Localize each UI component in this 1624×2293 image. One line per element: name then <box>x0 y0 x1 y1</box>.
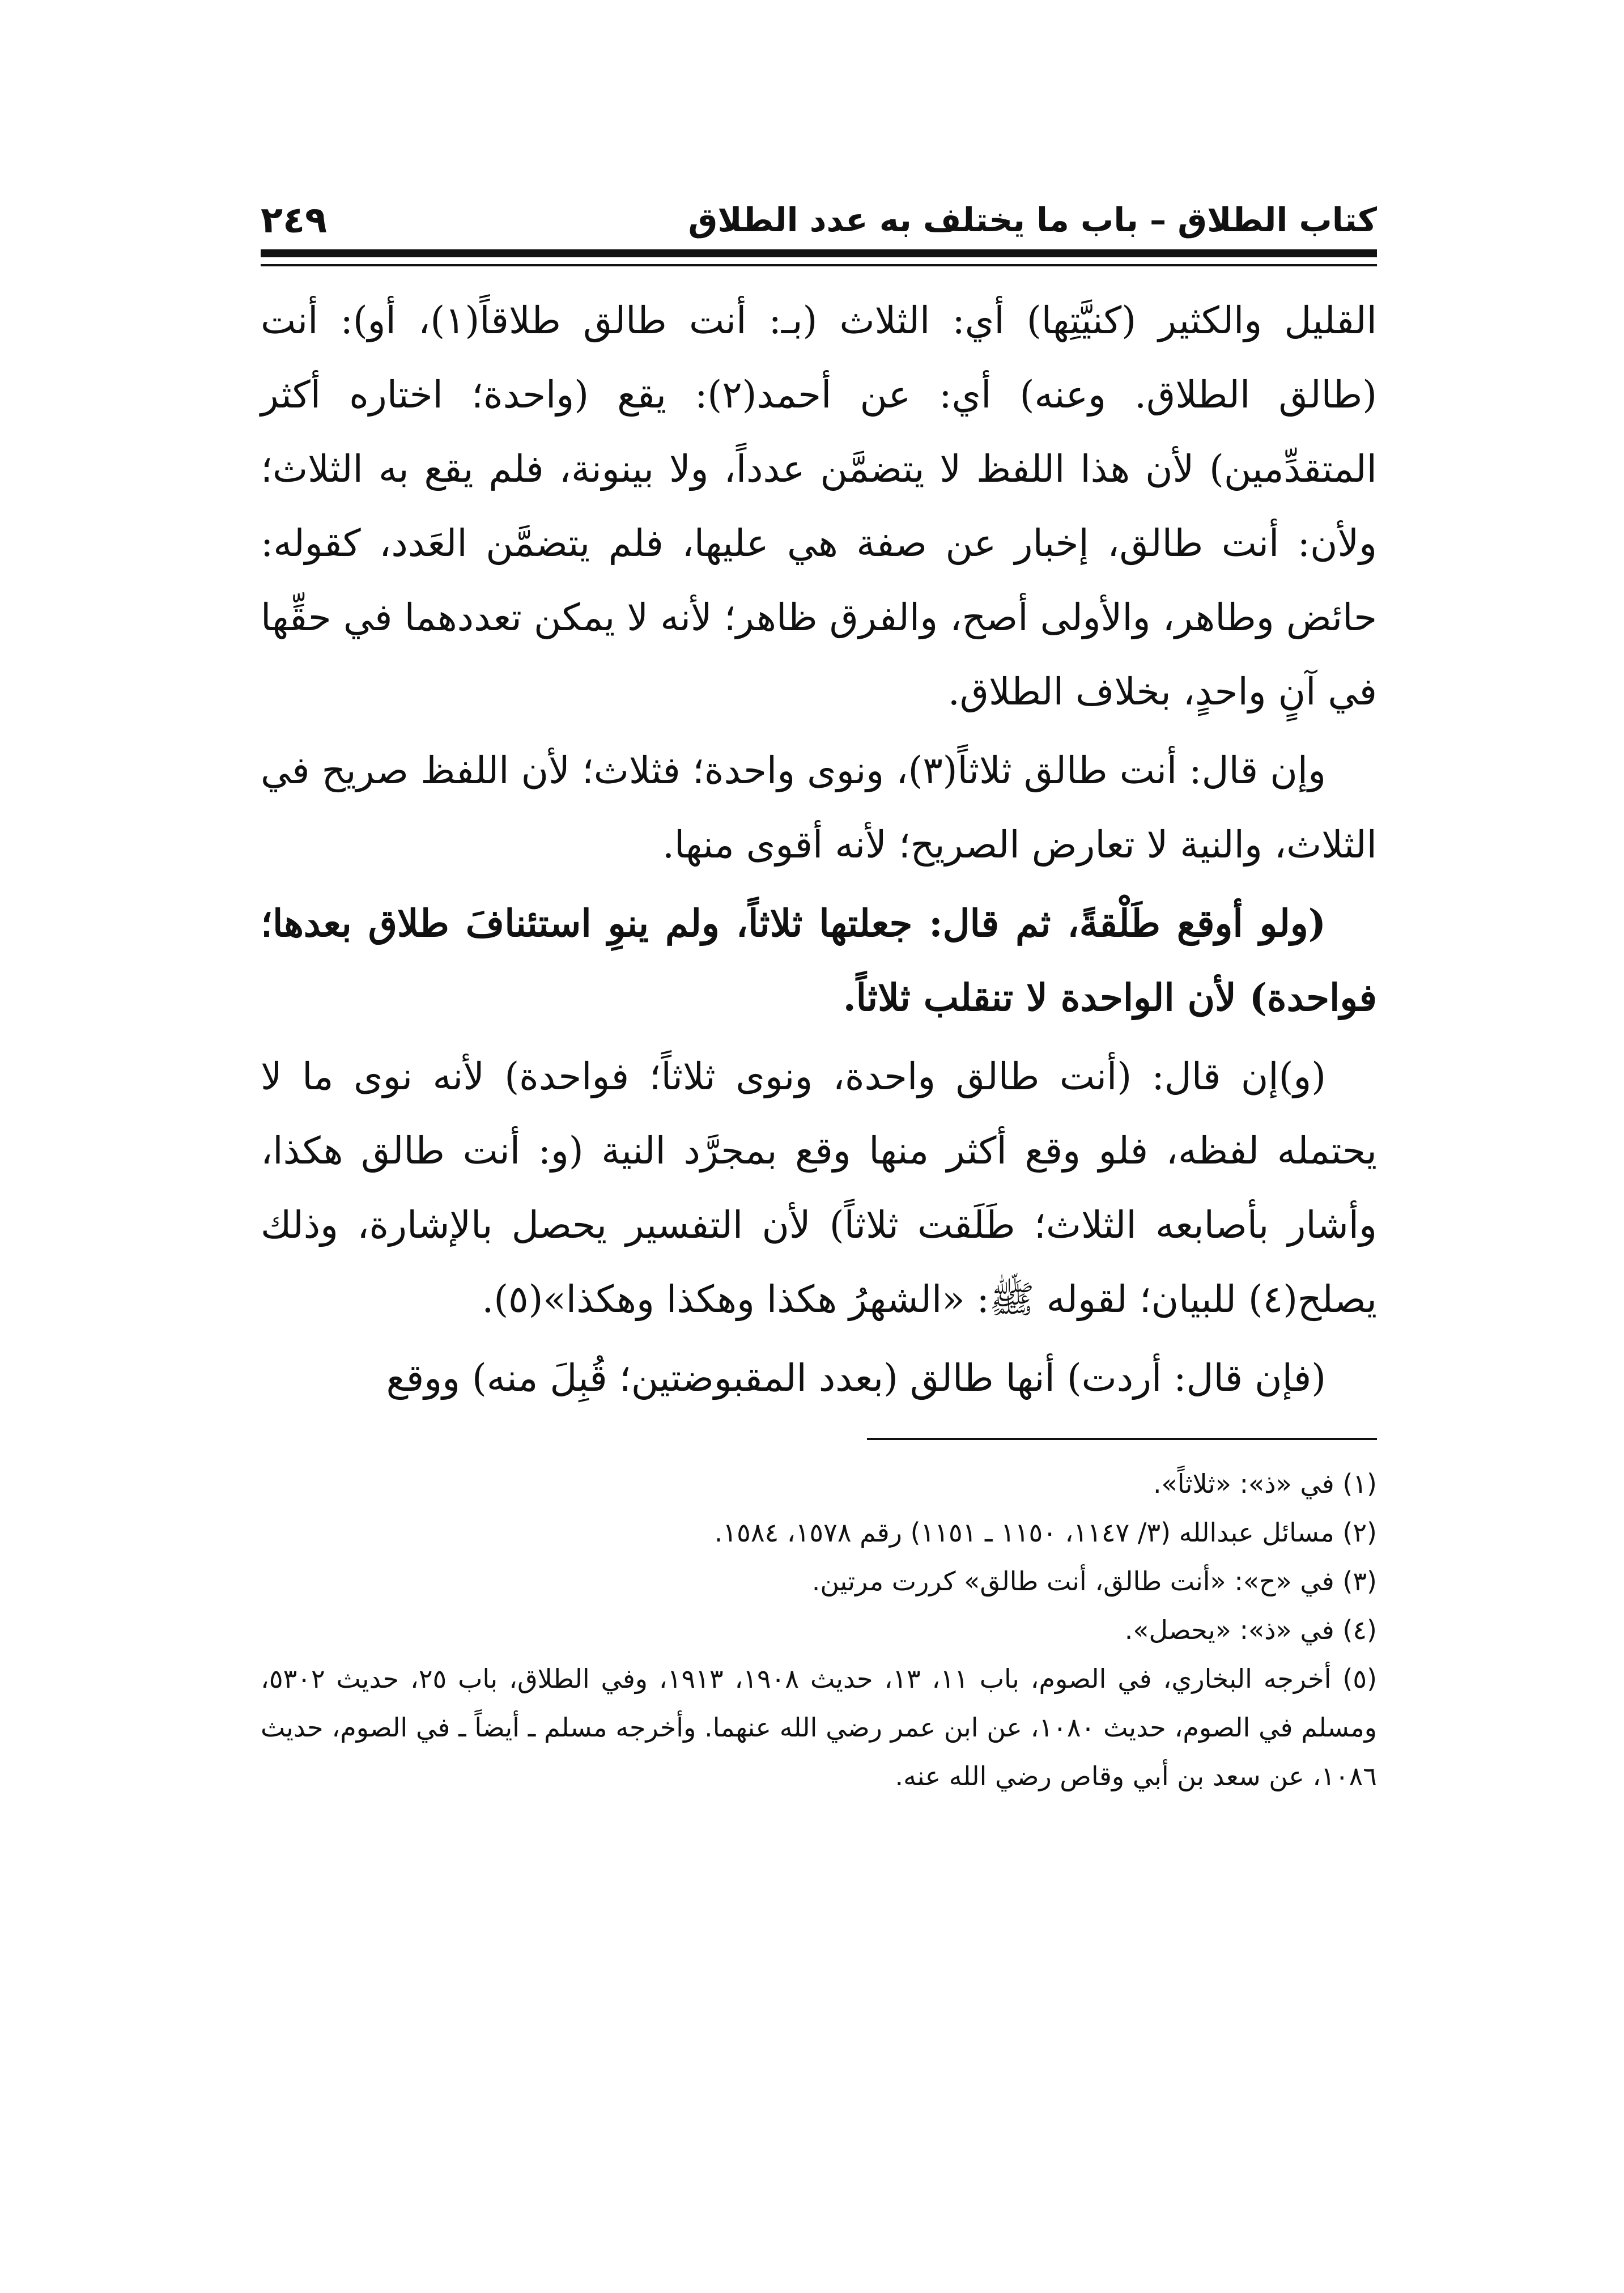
running-header <box>261 187 1377 249</box>
footnote: (٢) مسائل عبدالله (٣/ ١١٤٧، ١١٥٠ ـ ١١٥١) رقم ١٥٧٨، ١٥٨٤. <box>714 1517 1377 1548</box>
footnote: (٤) في «ذ»: «يحصل». <box>1124 1615 1377 1645</box>
footnote: (١) في «ذ»: «ثلاثاً». <box>1153 1468 1377 1499</box>
paragraph: القليل والكثير (كنيَّتِها) أي: الثلاث (بـ: أنت طالق طلاقاً(١)، أو): أنت (طالق الطلاق. وعنه) أي: عن أحمد(٢): يقع (واحدة؛ اختاره أكثر المتقدِّمين) لأن هذا اللفظ لا يتضمَّن عدداً، ولا بينونة، فلم يقع به الثلاث؛ ولأن: أنت طالق، إخبار عن صفة هي عليها، فلم يتضمَّن العَدد، كقوله: حائض وطاهر، والأولى أصح، والفرق ظاهر؛ لأنه لا يمكن تعددهما في حقِّها في آنٍ واحدٍ، بخلاف الطلاق. <box>261 299 1378 714</box>
footnote-separator <box>867 1438 1377 1440</box>
footnotes <box>261 1459 1377 1801</box>
book-page <box>261 187 1377 2205</box>
paragraph: (فإن قال: أردت) أنها طالق (بعدد المقبوضتين؛ قُبِلَ منه) ووقع <box>386 1356 1326 1400</box>
header-rule-thick <box>261 249 1377 257</box>
footnote: (٣) في «ح»: «أنت طالق، أنت طالق» كررت مرتين. <box>811 1566 1377 1596</box>
footnote: (٥) أخرجه البخاري، في الصوم، باب ١١، ١٣، حديث ١٩٠٨، ١٩١٣، وفي الطلاق، باب ٢٥، حديث ٥٣٠٢، ومسلم في الصوم، حديث ١٠٨٠، عن ابن عمر رضي الله عنهما. وأخرجه مسلم ـ أيضاً ـ في الصوم، حديث ١٠٨٦، عن سعد بن أبي وقاص رضي الله عنه. <box>261 1663 1378 1791</box>
page-number: ٢٤٩ <box>261 199 328 241</box>
paragraph: (و)إن قال: (أنت طالق واحدة، ونوى ثلاثاً؛ فواحدة) لأنه نوى ما لا يحتمله لفظه، فلو وقع أكثر منها وقع بمجرَّد النية (و: أنت طالق هكذا، وأشار بأصابعه الثلاث؛ طَلَقت ثلاثاً) لأن التفسير يحصل بالإشارة، وذلك يصلح(٤) للبيان؛ لقوله ﷺ: «الشهرُ هكذا وهكذا وهكذا»(٥). <box>261 1055 1377 1321</box>
main-text <box>261 283 1377 1415</box>
paragraph: (ولو أوقع طَلْقةً، ثم قال: جعلتها ثلاثاً، ولم ينوِ استئنافَ طلاق بعدها؛ فواحدة) لأن الواحدة لا تنقلب ثلاثاً. <box>261 901 1377 1020</box>
paragraph: وإن قال: أنت طالق ثلاثاً(٣)، ونوى واحدة؛ فثلاث؛ لأن اللفظ صريح في الثلاث، والنية لا تعارض الصريح؛ لأنه أقوى منها. <box>261 749 1377 867</box>
chapter-title: كتاب الطلاق – باب ما يختلف به عدد الطلاق <box>688 201 1377 239</box>
header-rule-thin <box>261 264 1377 266</box>
